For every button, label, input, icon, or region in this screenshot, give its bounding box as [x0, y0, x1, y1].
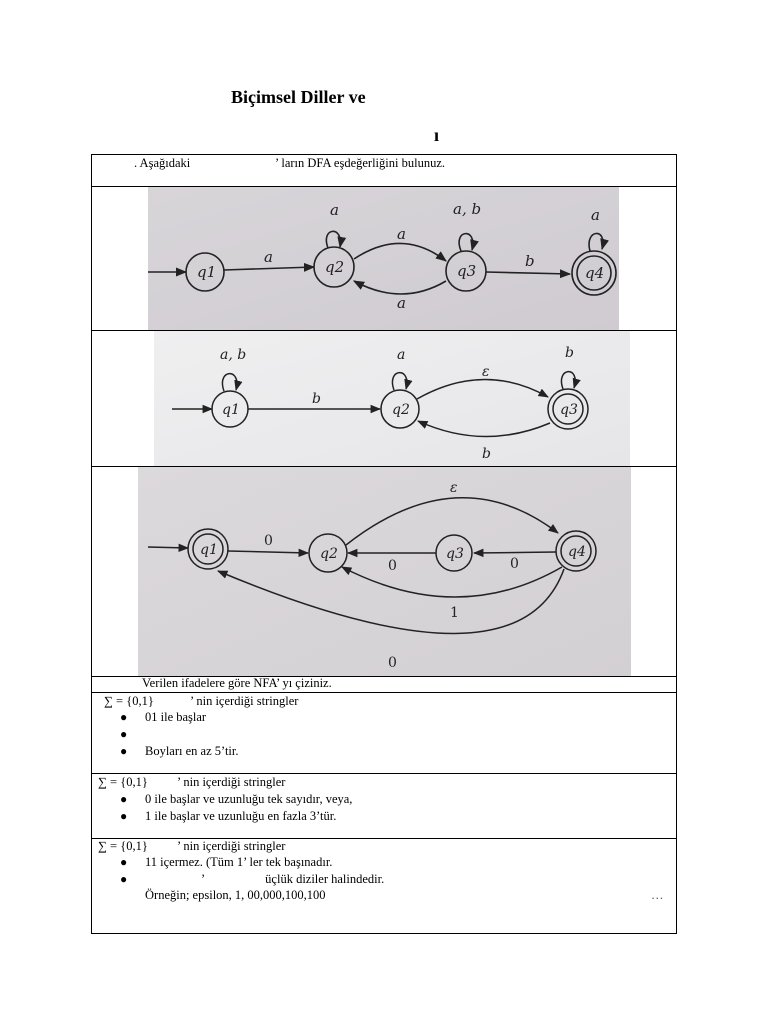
ellipsis: …: [651, 888, 664, 902]
document-subtitle: ı: [434, 125, 440, 145]
question-table: [91, 154, 677, 934]
document-title: Biçimsel Diller ve: [231, 87, 366, 107]
question-lead: ’ nin içerdiği stringler: [177, 839, 286, 853]
edge-label: b: [482, 446, 491, 462]
bullet-item: ● 0 ile başlar ve uzunluğu tek sayıdır, veya,: [120, 792, 353, 806]
edge-label: 0: [388, 655, 397, 671]
bullet-item: ● 1 ile başlar ve uzunluğu en fazla 3’tür.: [120, 809, 337, 823]
state-label: q3: [457, 262, 477, 280]
bullet-item: ● Boyları en az 5’tir.: [120, 744, 239, 758]
edge-label: a: [397, 294, 406, 312]
bullet-item: ● 11 içermez. (Tüm 1’ ler tek başınadır.: [120, 855, 333, 869]
question-row-3: [92, 839, 676, 935]
state-label: q3: [446, 546, 464, 562]
state-label: q4: [585, 264, 605, 282]
diagram-row-1: [92, 187, 676, 331]
diagram-row-2: [92, 331, 676, 467]
edge-label: a: [397, 225, 406, 243]
edge-label: ε: [482, 364, 490, 380]
nfa-instruction-row: [92, 677, 676, 693]
nfa-diagram-1: [148, 187, 619, 330]
question-lead: ’ nin içerdiği stringler: [177, 775, 286, 789]
state-label: q4: [568, 544, 586, 560]
state-label: q3: [560, 402, 578, 418]
instruction-row: [92, 155, 676, 187]
example-text: Örneğin; epsilon, 1, 00,000,100,100: [145, 888, 326, 902]
question-row-1: ∑ = {0,1} ’ nin içerdiği stringler ● 01 ile başlar ● ● Boyları en az 5’tir.: [92, 693, 676, 774]
edge-label: a: [397, 347, 406, 363]
edge-label: ε: [450, 480, 458, 496]
edge-label: b: [565, 345, 574, 361]
state-label: q1: [200, 542, 218, 558]
instruction-text-rest: ’ ların DFA eşdeğerliğini bulunuz.: [275, 156, 445, 170]
edge-label: b: [312, 391, 321, 407]
edge-label: a: [264, 248, 273, 266]
bullet-item: ● ’ üçlük diziler halindedir.: [120, 872, 385, 886]
edge-label: 0: [510, 556, 519, 572]
instruction-text: . Aşağıdaki: [134, 156, 191, 170]
sigma-definition: ∑ = {0,1}: [98, 839, 148, 853]
question-row-2: [92, 774, 676, 839]
edge-label: b: [525, 252, 535, 270]
edge-label: a: [330, 201, 339, 219]
state-label: q1: [222, 402, 240, 418]
edge-label: 0: [388, 558, 397, 574]
question-lead: ’ nin içerdiği stringler: [190, 694, 299, 708]
edge-label: 0: [264, 533, 273, 549]
state-label: q2: [392, 402, 410, 418]
edge-label: a, b: [220, 347, 247, 363]
nfa-diagram-3: [138, 467, 631, 676]
edge-label: a: [591, 206, 600, 224]
state-label: q2: [320, 546, 338, 562]
sigma-definition: ∑ = {0,1}: [98, 775, 148, 789]
state-label: q2: [325, 258, 345, 276]
nfa-instruction-text: Verilen ifadelere göre NFA’ yı çiziniz.: [142, 676, 332, 690]
diagram-row-3: [92, 467, 676, 677]
edge-label: a, b: [453, 200, 482, 218]
sigma-definition: ∑ = {0,1}: [104, 694, 154, 708]
edge-label: 1: [450, 605, 459, 621]
state-label: q1: [197, 263, 217, 281]
bullet-item: ● 01 ile başlar: [120, 710, 207, 724]
nfa-diagram-2: [154, 331, 630, 466]
